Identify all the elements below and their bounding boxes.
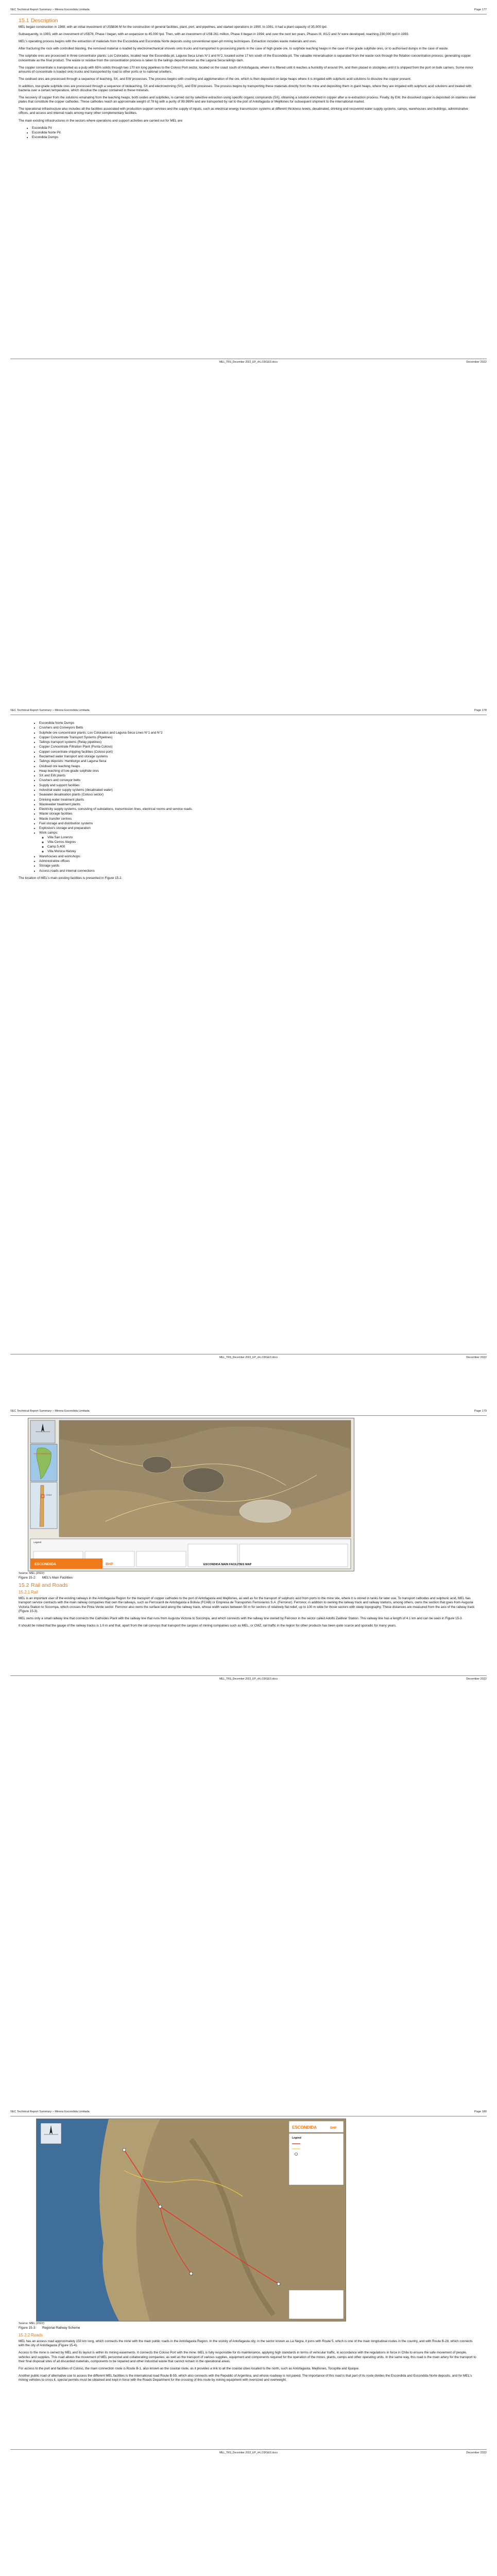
paragraph: In addition, low-grade sulphide ores are processed through a sequence of bioleaching, SX and electrowinning (SX), and EW processes. The process begins by transporting these materials directly from the mine and depositing them in giant heaps, where they are irrigated with sulphuric acid solutions and treated with bacteria over a certain temperature, which dissolve the copper contained in these minerals.: [19, 84, 472, 93]
legend-title: Legend: [292, 2137, 301, 2140]
railway-map-graphic: [37, 2119, 346, 2321]
station-marker: [123, 2148, 126, 2151]
paragraph: MEL owns only a small railway line that connects the Cathodes Plant with the railway line that runs from Augusta Victoria to Socompa, and which connects with the railway line owned by Ferronor in the sector called Adolfo Zaldivar Station. This railway line has a length of 4.1 km and can be seen in Figure 15-3.: [19, 1616, 463, 1620]
list-item: • Work camps: ◦ Villa San Lorenzo ◦ Villa Cerros Alegres ◦ Camp 5,400 ◦ Villa Monica Harvey: [39, 831, 476, 854]
paragraph: It should be noted that the gauge of the railway tracks is 1.0 m and that, apart from the rail convoys that transport the cargoes of mining companies such as MEL, or CMZ, rail traffic in the region for other products has been quite scarce and sporadic for many years.: [19, 1623, 397, 1628]
pit-area: [143, 1456, 172, 1473]
list-item: • Seawater desalination plants (Coloso sector): [39, 793, 476, 797]
page-177: [0, 0, 497, 701]
paragraph: Access to the mine is owned by MEL and its layout is within its mining easements. It connects the Coloso Port with the mine. MEL is fully responsible for its maintenance, applying high standards in terms of vehicular traffic, in accordance with the regulations in force in Chile to ensure the safe movement of people, vehicles and supplies. This road allows the movement of MEL personnel and collaborating companies, as well as the transport of various supplies, equipment and components required for the operation of the mines, plants, camps and other operating units. In the same way, this road is the main artery for the transport to their final disposal sites of all discarded materials, components to be repaired and other industrial waste that cannot remain in the operational areas.: [19, 2351, 476, 2363]
list-item: • Fuel storage and distribution systems: [39, 822, 476, 826]
list-item: • Escondida Norte Dumps: [39, 721, 476, 725]
brand-logo-bhp: BHP: [106, 1563, 113, 1566]
paragraph: The copper concentrate is transported as a pulp with 65% solids through two 170 km long pipelines to the Coloso Port sector, located on the coast south of Antofagasta, where it is filtered until it reaches a humidity of around 9%, and then placed in stockpiles until it is shipped from the port on bulk carriers. Some minor amounts of concentrate is loaded onto trucks and transported by road to other ports or to national smelters.: [19, 65, 473, 74]
pit-area: [183, 1468, 224, 1493]
sub-list: [39, 836, 476, 854]
list-item: • Drinking water treatment plants: [39, 798, 476, 802]
page-number: Page 177: [474, 8, 487, 11]
list-item: • Explosive's storage and preparation: [39, 826, 476, 831]
bullet-list: [19, 126, 476, 140]
paragraph: The oxidised ores are processed through a sequence of leaching, SX, and EW processes. The process begins with crushing and agglomeration of the ore, which is then deposited on large heaps where it is irrigated with sulphuric acid solutions to dissolve the copper present.: [19, 77, 412, 81]
page-180: [0, 2102, 497, 2576]
facilities-map: [28, 1418, 354, 1571]
page-footer: [10, 1354, 487, 1362]
section-heading: 15.1 Description: [19, 18, 58, 24]
footer-doc: MEL_TRS_December 2022_EP_rA.LODGED.docx: [219, 2451, 278, 2454]
page-178: [0, 701, 497, 1401]
inset-label-south-america: SOUTH AMERICA: [33, 1452, 51, 1455]
station-marker: [190, 2272, 193, 2275]
footer-doc: MEL_TRS_December 2022_EP_rA.LODGED.docx: [219, 361, 278, 364]
page-footer: [10, 359, 487, 366]
list-item: • Oxidised ore leaching heaps: [39, 765, 476, 769]
list-item: • Waste storage facilities: [39, 812, 476, 816]
figure-caption: Figure 15-3: Regional Railway Scheme: [19, 2326, 80, 2330]
legend-swatch-station: [295, 2153, 298, 2156]
map-title: ESCONDIDA MAIN FACILITIES MAP: [203, 1563, 252, 1566]
paragraph: The operational infrastructure also includes all the facilities associated with production support services and the supply of inputs, such as electrical energy transmission systems at different thickness levels, desalinated, drinking and recovered water supply systems, camps, warehouses and buildings, administrative offices, and access and internal roads among many other complementary facilities.: [19, 107, 468, 115]
paragraph: The recovery of copper from the solutions emanating from the leaching heaps, both oxides and sulphides, is carried out by selective extraction using specific organic compounds (SX), obtaining a solution enriched in copper after a re-extraction process. Finally, by EW, the dissolved copper is deposited on stainless steel plates that constitute the copper cathodes. These cathodes reach an approximate weight of 78 kg with a purity of 99.999% and are transported by rail to the port of Antofagasta or Mejillones for subsequent shipment to the international market.: [19, 96, 476, 104]
header-title: SEC Technical Report Summary – Minera Escondida Limitada: [10, 1410, 90, 1413]
subsection-heading: 15.2.2 Roads: [19, 2333, 43, 2338]
list-item: • Escondida Dumps: [32, 135, 476, 140]
footer-date: December 2022: [466, 1677, 487, 1681]
tailings-area: [239, 1500, 291, 1522]
bullet-list: [26, 721, 476, 873]
paragraph: The sulphide ores are processed in three concentrator plants: Los Colorados, located near the Escondida pit, Laguna Seca Lines N°1 and N°2, located some 17 km south of the Escondida pit. The valuable mineralisation is separated from the waste rock through the flotation concentration process, generating copper concentrate as the final product. The waste or residue from the concentration process is taken to the tailings deposit known as the Laguna Seca tailings dam.: [19, 54, 471, 62]
inset-label-chile: CHILE: [46, 1494, 52, 1496]
figure-source: Source: MEL (2022): [19, 1572, 44, 1575]
facilities-map-graphic: [28, 1418, 354, 1571]
paragraph: MEL began construction in 1988, with an initial investment of US$836 M for the construction of general facilities, plant, port, and pipelines, and started operations in 1990. In 1991, it had a plant capacity of 35,000 tpd.: [19, 25, 328, 29]
figure-caption: Figure 15-2: MEL's Main Facilities: [19, 1576, 73, 1580]
title-block: [239, 1544, 348, 1567]
list-item: • Escondida Norte Pit: [32, 131, 476, 135]
list-item: • Copper Concentrate Transport Systems (Pipelines): [39, 736, 476, 740]
list-item: • Administrative offices: [39, 859, 476, 863]
page-number: Page 180: [474, 2110, 487, 2113]
list-item: • Access roads and internal connections: [39, 869, 476, 873]
header-title: SEC Technical Report Summary – Minera Escondida Limitada: [10, 2110, 90, 2113]
list-item: • Waste transfer centres: [39, 817, 476, 821]
subsection-heading: 15.2.1 Rail: [19, 1590, 38, 1595]
brand-logo-escondida: ESCONDIDA: [35, 1563, 57, 1566]
paragraph: Another public road of alternative use to access the different MEL facilities is the international road Route B-55, which also connects with the Republic of Argentina, and whose roadway is not paved. The importance of this road is that part of its route divides the Escondida and Escondida Norte deposits, and for MEL's mining vehicles to cross it, special permits must be obtained and kept in force with the Roads Department for the crossing of this route by mining equipment with oversized and overweight.: [19, 2374, 472, 2382]
railway-map: [36, 2119, 346, 2321]
page-header: [10, 708, 487, 715]
list-item: • Tailings deposits: Hamburgo and Laguna Seca: [39, 759, 476, 764]
page-header: [10, 7, 487, 14]
footer-doc: MEL_TRS_December 2022_EP_rA.LODGED.docx: [219, 1677, 278, 1681]
page-header: [10, 2109, 487, 2116]
paragraph: After fracturing the rock with controlled blasting, the removed material is loaded by electromechanical shovels onto trucks and transported to processing plants in the case of high grade ore, to sulphide leaching heaps in the case of low grade sulphide ores, or to authorised dumps in the case of waste.: [19, 47, 449, 51]
list-item: • Supply and support facilities: [39, 784, 476, 788]
list-item: • Heap leaching of low-grade sulphide ores: [39, 769, 476, 773]
list-item: • SX and EW plants: [39, 774, 476, 778]
sub-list-item: ◦ Camp 5,400: [47, 845, 476, 849]
list-item: • Warehouses and workshops:: [39, 855, 476, 859]
list-item: • Storage yards: [39, 864, 476, 868]
legend-box: [289, 2133, 344, 2185]
list-item: • Crushers and Conveyors Belts: [39, 726, 476, 730]
footer-date: December 2022: [466, 1356, 487, 1359]
page-179: [0, 1401, 497, 2102]
paragraph: Subsequently, in 1993, with an investment of US$76, Phase I began, with an expansion to 45,000 tpd. Then, with an investment of US$ 261 million, Phase II began in 1994; and over the next ten years, Phases III, III1/2 and IV were developed, reaching 230,000 tpd in 1993.: [19, 32, 409, 37]
paragraph: For access to the port and facilities of Coloso, the main connection route is Route B-1, also known as the coastal route, as it provides a link to all the coastal cities located to the north, such as Antofagasta, Mejillones, Tocopilla and Iquique.: [19, 2366, 359, 2370]
header-title: SEC Technical Report Summary – Minera Escondida Limitada: [10, 8, 90, 11]
sub-list-item: ◦ Villa Monica Harvey: [47, 850, 476, 854]
title-block: [289, 2290, 344, 2319]
paragraph: The main existing infrastructures in the sectors where operations and support activities are carried out for MEL are:: [19, 118, 183, 123]
brand-logo-escondida: ESCONDIDA: [292, 2125, 317, 2130]
footer-doc: MEL_TRS_December 2022_EP_rA.LODGED.docx: [219, 1356, 278, 1359]
paragraph: MEL's operating process begins with the extraction of materials from the Escondida and Escondida Norte deposits using conventional open-pit mining techniques. Extraction includes waste materials and ores.: [19, 40, 317, 44]
list-item: • Industrial water supply systems (desalinated water): [39, 788, 476, 792]
legend-title: Legend: [33, 1541, 42, 1544]
station-marker: [159, 2205, 162, 2208]
list-item: • Escondida Pit: [32, 126, 476, 130]
page-body: [19, 2321, 476, 2385]
section-heading: 15.2 Rail and Roads: [19, 1582, 68, 1589]
page-body: [19, 1571, 476, 1631]
page-header: [10, 1409, 487, 1416]
list-item: • Tailings transport systems (Relay pipelines): [39, 740, 476, 744]
legend-column: [136, 1551, 186, 1567]
footer-date: December 2022: [466, 361, 487, 364]
list-item: • Wastewater treatment plants: [39, 803, 476, 807]
footer-date: December 2022: [466, 2451, 487, 2454]
paragraph: The location of MEL's main existing facilities is presented in Figure 15-2.: [19, 876, 123, 880]
list-item: • Copper concentrate shipping facilities (Coloso port): [39, 750, 476, 754]
page-number: Page 178: [474, 709, 487, 712]
header-title: SEC Technical Report Summary – Minera Escondida Limitada: [10, 709, 90, 712]
list-item: • Copper Concentrate Filtration Plant (Punta Coloso): [39, 745, 476, 749]
page-footer: [10, 2449, 487, 2457]
station-marker: [277, 2282, 280, 2285]
page-number: Page 179: [474, 1410, 487, 1413]
figure-source: Source: MEL (2022): [19, 2322, 44, 2325]
paragraph: MEL is an important user of the existing railways in the Antofagasta Region for the transport of copper cathodes to the port of Antofagasta and Mejillones, as well as for the transport of sulphuric acid from ports to the mine site, where it is stored in tanks for later use. To transport cathodes and sulphuric acid, MEL has transport service contracts with the main railway companies that own the railways, such as Ferrocarril de Antofagasta a Bolivia (FCAB) or Empresa de Transportes Ferroviarios S.A. (Ferronor). Ferronor, in addition to owning the railway track and railway stations, among others, owns the section that goes from Augusta Victoria Station to Socompa, which crosses the Pinta Verde sector. Ferronor also owns the surface land along the railway track, whose width varies between 50 m for sectors of relatively flat relief, up to 100 m wide for those sectors with steep topography. These distances are measured from the axis of the railway track (Figure 15-3).: [19, 1597, 475, 1613]
brand-logo-bhp: BHP: [330, 2127, 337, 2130]
sub-list-item: ◦ Villa Cerros Alegres: [47, 840, 476, 844]
paragraph: MEL has an access road approximately 150 km long, which connects the mine with the main public roads in the Antofagasta Region. In the vicinity of Antofagasta city, in the sector known as La Negra, it joins with Route 5, which is one of the main longitudinal routes in the country, and with Route B-28, which connects with the city of Antofagasta (Figure 15-4).: [19, 2340, 473, 2348]
page-footer: [10, 1675, 487, 1683]
list-item: • Electricity supply systems, consisting of substations, transmission lines, electrical rooms and service roads.: [39, 807, 230, 811]
page-body: [19, 721, 476, 884]
list-item: • Sulphide ore concentrator plants: Los Colorados and Laguna Seca Lines N°1 and N°2: [39, 731, 476, 735]
list-item: • Reclaimed water transport and storage systems: [39, 755, 476, 759]
list-item: • Crushers and conveyor belts: [39, 778, 476, 783]
page-body: [19, 19, 476, 143]
sub-list-item: ◦ Villa San Lorenzo: [47, 836, 476, 840]
